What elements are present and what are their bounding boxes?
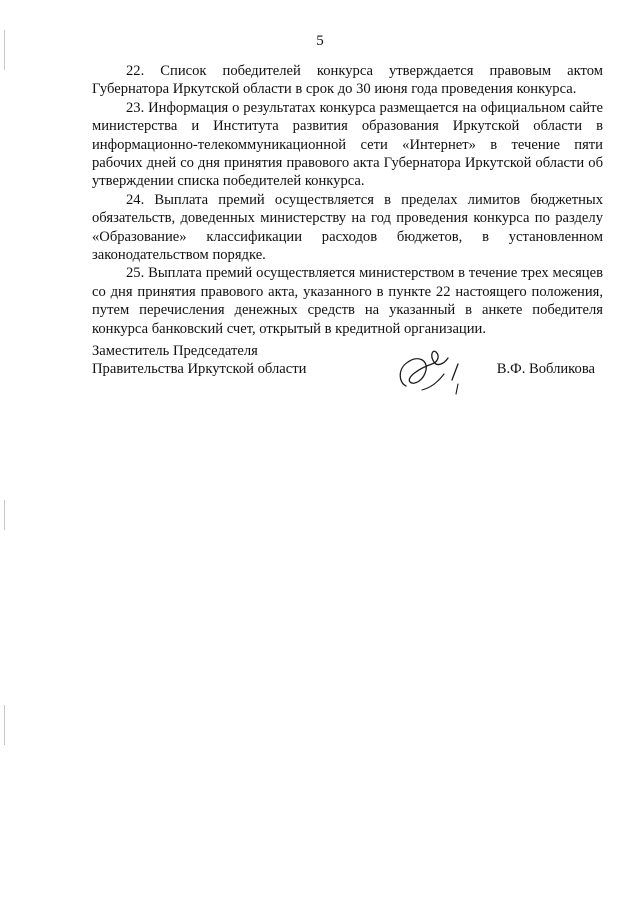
- scan-edge-middle: [4, 500, 5, 530]
- signer-title-line-1: Заместитель Председателя: [92, 343, 258, 359]
- scan-edge-lower: [4, 705, 5, 745]
- handwritten-signature-icon: [392, 342, 482, 402]
- signer-title-line-2: Правительства Иркутской области: [92, 361, 307, 378]
- page-number: 5: [316, 33, 324, 49]
- signer-title: [92, 342, 306, 379]
- document-body: [92, 62, 603, 338]
- paragraph-23: 23. Информация о результатах конкурса размещается на официальном сайте министерства и Института развития образования Иркутской области в информационно-телекоммуникационной сети «Интернет» в течение пяти рабочих дней со дня принятия правового акта Губернатора Иркутской области об утверждении списка победителей конкурса.: [92, 99, 603, 190]
- signature-block: [92, 342, 603, 402]
- paragraph-24: 24. Выплата премий осуществляется в пределах лимитов бюджетных обязательств, доведенных министерству на год проведения конкурса по разделу «Образование» классификации расходов бюджетов, в установленном законодательством порядке.: [92, 191, 603, 264]
- paragraph-22: 22. Список победителей конкурса утверждается правовым актом Губернатора Иркутской области в срок до 30 июня года проведения конкурса.: [92, 63, 603, 98]
- signer-name: В.Ф. Вобликова: [496, 361, 595, 377]
- paragraph-25: 25. Выплата премий осуществляется министерством в течение трех месяцев со дня принятия правового акта, указанного в пункте 22 настоящего положения, путем перечисления денежных средств на указанный в анкете победителя конкурса банковский счет, открытый в кредитной организации.: [92, 265, 603, 337]
